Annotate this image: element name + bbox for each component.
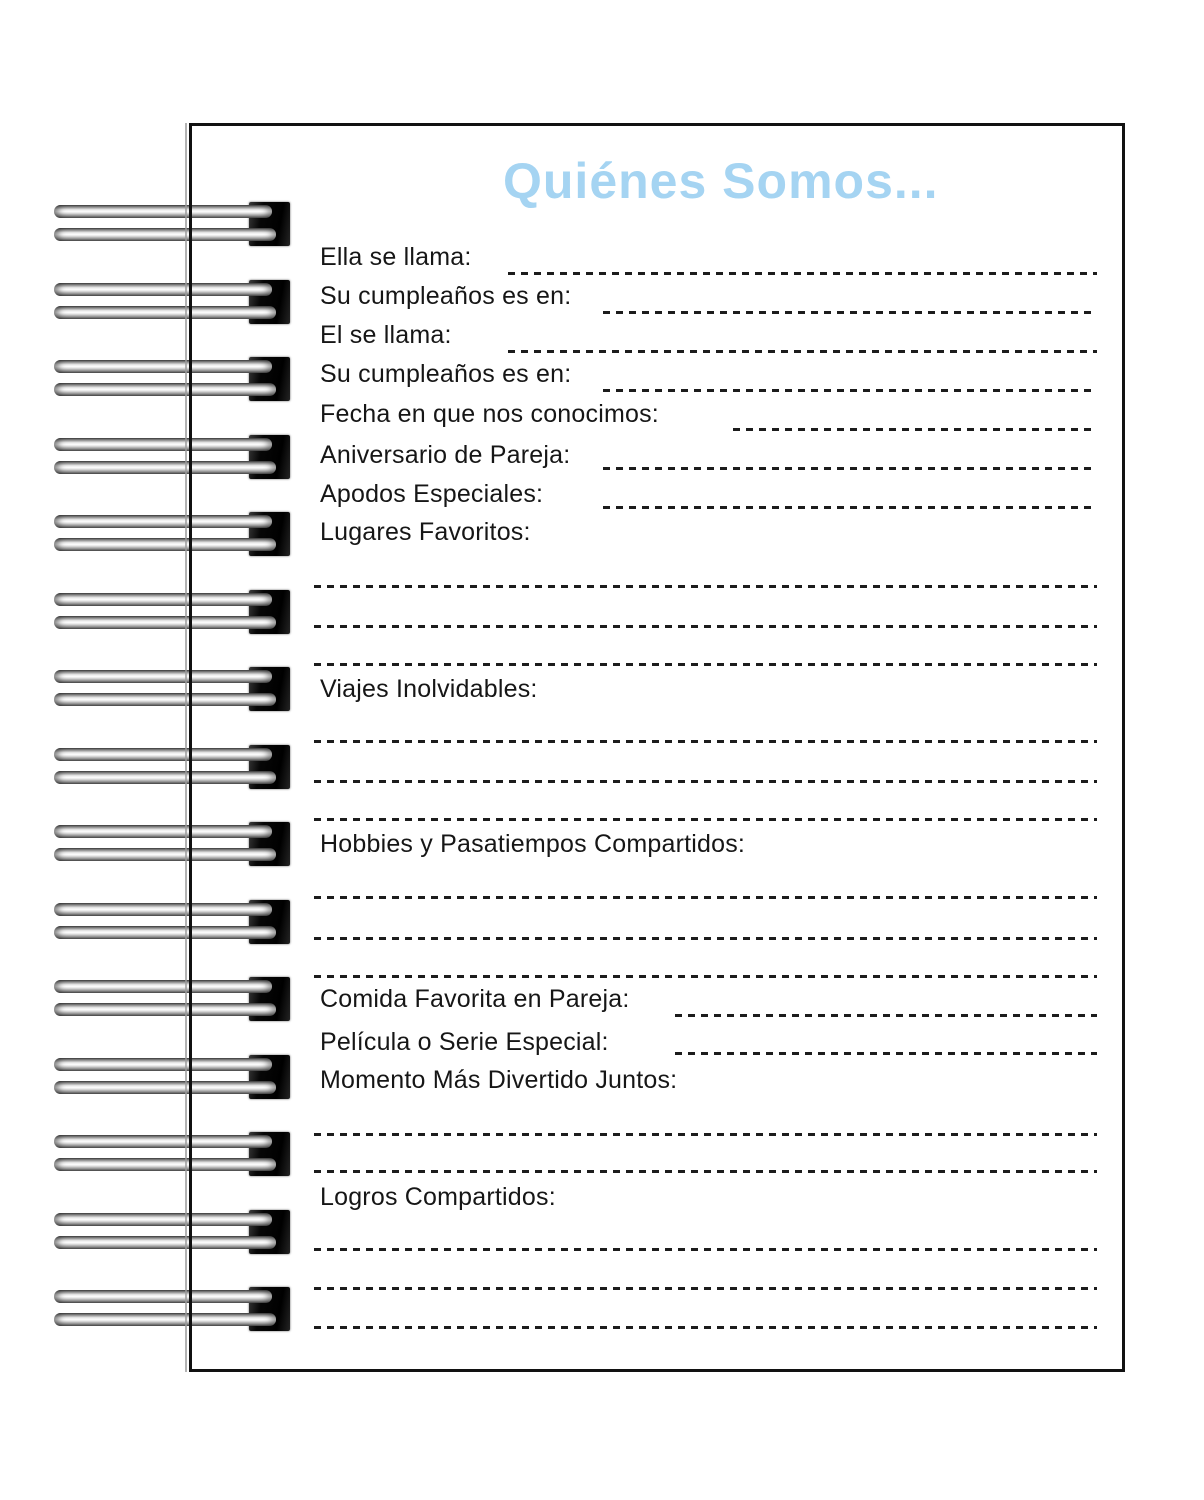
field-label: Logros Compartidos: [320,1183,556,1211]
spiral-wire-bottom [54,693,276,706]
answer-dotted-line [314,937,1097,940]
spiral-wire-bottom [54,383,276,396]
answer-dotted-line [603,311,1097,314]
field-label: Aniversario de Pareja: [320,441,571,469]
answer-dotted-line [603,389,1097,392]
answer-dotted-line [508,350,1097,353]
spiral-ring [0,667,300,711]
field-label: Fecha en que nos conocimos: [320,400,659,428]
spiral-wire-bottom [54,461,276,474]
field-label: Apodos Especiales: [320,480,544,508]
spiral-wire-top [54,670,272,683]
answer-dotted-line [675,1014,1097,1017]
spiral-wire-top [54,903,272,916]
answer-dotted-line [314,780,1097,783]
spiral-ring [0,202,300,246]
field-label: Viajes Inolvidables: [320,675,538,703]
answer-dotted-line [675,1052,1097,1055]
spiral-ring [0,590,300,634]
spiral-wire-top [54,515,272,528]
spiral-wire-top [54,1213,272,1226]
spiral-ring [0,1055,300,1099]
answer-dotted-line [314,975,1097,978]
field-label: Comida Favorita en Pareja: [320,985,630,1013]
spiral-wire-bottom [54,1081,276,1094]
spiral-ring [0,1287,300,1331]
spiral-wire-bottom [54,616,276,629]
spiral-wire-bottom [54,1003,276,1016]
field-label: Lugares Favoritos: [320,518,531,546]
spiral-wire-top [54,748,272,761]
spiral-wire-bottom [54,1236,276,1249]
spiral-ring [0,977,300,1021]
spiral-ring [0,1210,300,1254]
spiral-wire-top [54,1290,272,1303]
answer-dotted-line [314,1170,1097,1173]
spiral-wire-top [54,825,272,838]
spiral-ring [0,745,300,789]
spiral-wire-bottom [54,538,276,551]
spiral-wire-top [54,205,272,218]
page-edge-shadow-line [185,123,187,1372]
spiral-wire-top [54,283,272,296]
answer-dotted-line [314,1248,1097,1251]
spiral-wire-bottom [54,228,276,241]
spiral-wire-top [54,1135,272,1148]
page-title: Quiénes Somos... [503,153,939,209]
spiral-ring [0,435,300,479]
answer-dotted-line [314,1326,1097,1329]
spiral-wire-bottom [54,771,276,784]
answer-dotted-line [314,585,1097,588]
spiral-wire-bottom [54,306,276,319]
field-label: El se llama: [320,321,452,349]
spiral-ring [0,512,300,556]
spiral-wire-bottom [54,926,276,939]
answer-dotted-line [508,272,1097,275]
field-label: Ella se llama: [320,243,472,271]
spiral-ring [0,357,300,401]
spiral-wire-top [54,360,272,373]
field-label: Hobbies y Pasatiempos Compartidos: [320,830,746,858]
field-label: Película o Serie Especial: [320,1028,609,1056]
spiral-wire-top [54,980,272,993]
answer-dotted-line [603,467,1097,470]
answer-dotted-line [603,506,1097,509]
spiral-wire-top [54,438,272,451]
answer-dotted-line [314,625,1097,628]
page-left-border [189,123,192,1372]
spiral-wire-bottom [54,848,276,861]
spiral-ring [0,822,300,866]
spiral-wire-bottom [54,1158,276,1171]
spiral-wire-bottom [54,1313,276,1326]
field-label: Momento Más Divertido Juntos: [320,1066,678,1094]
answer-dotted-line [314,896,1097,899]
answer-dotted-line [733,428,1097,431]
answer-dotted-line [314,1287,1097,1290]
spiral-wire-top [54,1058,272,1071]
spiral-wire-top [54,593,272,606]
answer-dotted-line [314,818,1097,821]
field-label: Su cumpleaños es en: [320,282,572,310]
field-label: Su cumpleaños es en: [320,360,572,388]
spiral-ring [0,1132,300,1176]
answer-dotted-line [314,740,1097,743]
answer-dotted-line [314,1133,1097,1136]
spiral-ring [0,280,300,324]
answer-dotted-line [314,663,1097,666]
spiral-ring [0,900,300,944]
